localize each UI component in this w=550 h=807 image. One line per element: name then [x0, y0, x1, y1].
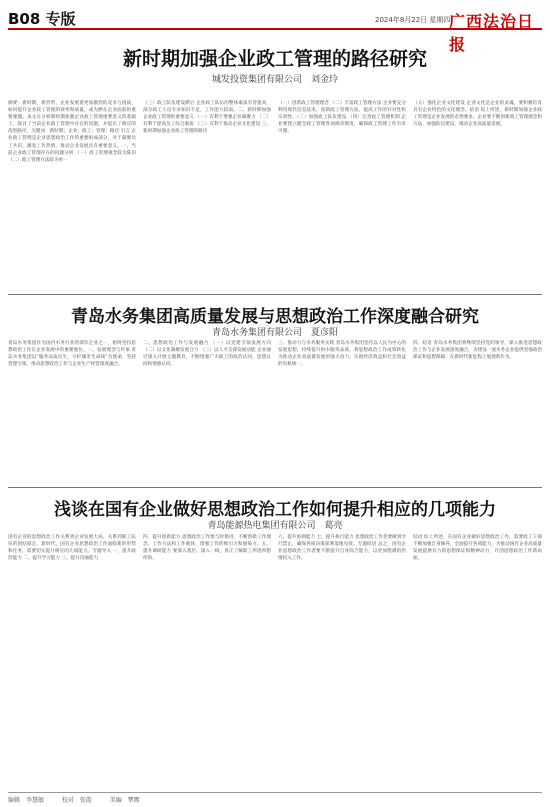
article-2-title: 青岛水务集团高质量发展与思想政治工作深度融合研究: [71, 307, 479, 327]
divider: [8, 487, 542, 488]
article-1-column-2: （三）政工队伍建设滞后 企业政工队伍的整体素质有待提高，部分政工人员专业知识不足，工作能力较弱。二、新时期加强企业政工管理的重要意义 （一）有利于增强企业凝聚力 （二）有利于提高员工综合素质 （三）有利于推动企业文化建设 三、新时期加强企业政工管理的路径: [143, 101, 271, 135]
article-3-column-4: 结语 综上所述，在国有企业做好思想政治工作，需要政工干部不断加强自身修养，全面提升各项能力，为推动国有企业高质量发展提供有力的思想保证和精神动力，开创思想政治工作新局面。: [413, 535, 542, 562]
newspaper-logo: 广西法治日报: [449, 12, 535, 54]
article-3-column-1: 国有企业的思想政治工作关系到企业发展大局，关系到职工队伍的团结稳定。新时代，国有企业思想政治工作面临新的形势和任务，需要切实提升相应的几项能力。专题导入 一、提升政治能力 二、提升学习能力 三、提升沟通能力: [8, 535, 136, 562]
section-label: B08 专版: [8, 10, 76, 28]
article-2-column-4: 四、结语 青岛水务集团将继续坚持党的领导，深入推进思想政治工作与企业发展深度融合，为建设一流水务企业提供坚强政治保证和思想保障，在新时代新征程上展现新作为。: [413, 341, 542, 361]
article-1-byline: 城发投资集团有限公司 刘金玲: [211, 75, 338, 85]
article-2-column-2: 二、思想政治工作与发展融合 （一）以党建引领发展方向 （二）以文化凝聚发展合力 （三）以人才支撑发展动能 企业通过深入开展主题教育，不断增强广大职工的政治认同、思想认同和情感认同。: [143, 341, 271, 368]
article-3-byline: 青岛能源热电集团有限公司 葛亮: [207, 521, 343, 531]
divider: [8, 294, 542, 295]
page-header: [8, 8, 542, 54]
editor-credit: 编辑 李慧敏: [8, 797, 45, 804]
article-1-column-1: 摘要：新时期，新形势，企业发展着更加激烈的竞争与挑战，如何提升企业政工管理的效率和质量，成为摆在企业面前的重要课题。本文在分析新时期加强企业政工管理重要意义的基础上，探讨了当前企业政工管理中存在的问题，并提出了相应的改进路径。关键词：新时期；企业；政工；管理；路径 引言 企业政工管理是企业思想政治工作的重要组成部分，对于凝聚员工共识，激发工作热情，推动企业发展具有重要意义。一、当前企业政工管理存在的问题分析 （一）政工管理观念较为陈旧 （二）政工管理方法较为单一: [8, 101, 136, 163]
issue-date: 2024年8月22日 星期四: [375, 16, 451, 24]
article-1-column-4: （五）强化企业文化建设 企业文化是企业的灵魂，要积极培育具有企业特色的文化理念。结语 综上所述，新时期加强企业政工管理是企业发展的必然要求，企业要不断创新政工管理理念和方法，加强队伍建设，推动企业高质量发展。: [413, 101, 542, 128]
article-3-column-3: 六、提升协调能力 七、提升执行能力 思想政治工作者要做到令行禁止，确保各项决策部署落地见效。专题结语 总之，国有企业思想政治工作者要不断提升自身综合能力，以更加饱满的热情投入工作。: [278, 535, 406, 562]
article-1-column-3: （一）创新政工管理理念 （二）丰富政工管理方法 企业要充分利用现代信息技术，创新政工管理方法，提高工作的针对性和实效性。（三）加强政工队伍建设 （四）完善政工管理机制 企业要建立健全政工管理各项规章制度，确保政工管理工作有章可循。: [278, 101, 406, 135]
article-1-title: 新时期加强企业政工管理的路径研究: [122, 48, 427, 70]
page-footer: [8, 792, 542, 804]
article-2-column-3: 三、推动力与水务服务实践 青岛水务集团坚持以人民为中心的发展思想，持续提升供水服务品质，将思想政治工作成效转化为推动企业高质量发展的强大动力，实现经济效益和社会效益的有机统一。: [278, 341, 406, 368]
proof-credit: 校对 张霞: [61, 797, 92, 804]
article-2-byline: 青岛水务集团有限公司 夏彦阳: [211, 328, 338, 338]
design-credit: 美编 覃鹰: [109, 797, 140, 804]
article-3-title: 浅谈在国有企业做好思想政治工作如何提升相应的几项能力: [54, 500, 496, 520]
article-2-column-1: 青岛水务集团作为国内水务行业的领军企业之一，始终坚持思想政治工作在企业发展中的重要地位。一、发展理念与传承 青岛水务集团以“服务品质民生，守护城市生命线”为使命，坚持党建引领，推动思想政治工作与企业生产经营深度融合。: [8, 341, 136, 368]
article-3-column-2: 四、提升创新能力 思想政治工作要与时俱进，不断创新工作理念、工作方法和工作载体，增强工作的吸引力和感染力。五、提升调研能力 要深入基层、深入一线，真正了解职工所思所想所盼。: [143, 535, 271, 562]
